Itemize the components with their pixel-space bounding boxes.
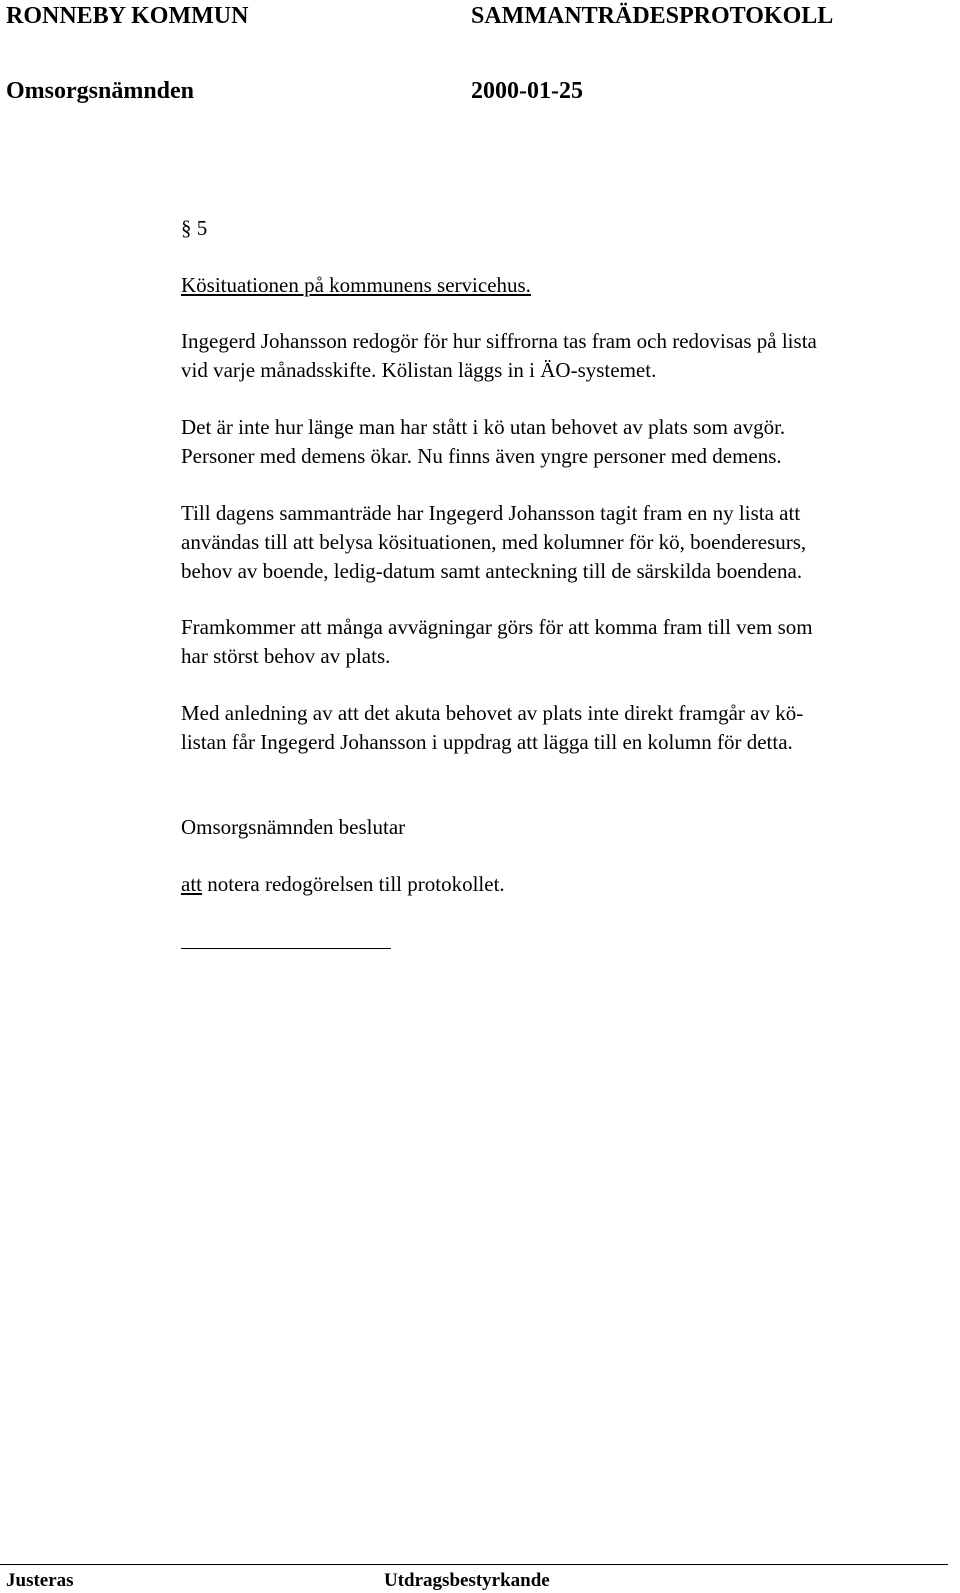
text-line: har störst behov av plats. [181, 644, 391, 668]
org-name: RONNEBY KOMMUN [6, 3, 249, 29]
text-line: vid varje månadsskifte. Kölistan läggs in i ÄO-systemet. [181, 358, 657, 382]
text-line: Personer med demens ökar. Nu finns även yngre personer med demens. [181, 444, 782, 468]
text-line: behov av boende, ledig-datum samt anteckning till de särskilda boendena. [181, 559, 803, 583]
att-keyword: att [181, 872, 202, 896]
meeting-date: 2000-01-25 [471, 78, 583, 104]
footer-rule [0, 1564, 948, 1565]
paragraph-3 [181, 499, 941, 586]
paragraph-2 [181, 413, 941, 471]
end-rule [181, 948, 391, 949]
decision-heading: Omsorgsnämnden beslutar [181, 815, 406, 839]
text-line: användas till att belysa kösituationen, med kolumner för kö, boenderesurs, [181, 530, 807, 554]
paragraph-4 [181, 613, 941, 671]
section-title: Kösituationen på kommunens servicehus. [181, 273, 531, 297]
decision-body: notera redogörelsen till protokollet. [202, 872, 505, 896]
decision-text [181, 870, 505, 899]
footer-utdragsbestyrkande: Utdragsbestyrkande [384, 1570, 550, 1591]
document-type: SAMMANTRÄDESPROTOKOLL [471, 3, 834, 29]
text-line: Med anledning av att det akuta behovet av plats inte direkt framgår av kö- [181, 701, 804, 725]
paragraph-1 [181, 327, 941, 385]
text-line: Det är inte hur länge man har stått i kö utan behovet av plats som avgör. [181, 415, 786, 439]
footer-justeras: Justeras [6, 1570, 74, 1591]
text-line: Framkommer att många avvägningar görs för att komma fram till vem som [181, 615, 813, 639]
paragraph-5 [181, 699, 941, 757]
committee-name: Omsorgsnämnden [6, 78, 195, 104]
text-line: Till dagens sammanträde har Ingegerd Johansson tagit fram en ny lista att [181, 501, 801, 525]
text-line: Ingegerd Johansson redogör för hur siffrorna tas fram och redovisas på lista [181, 329, 817, 353]
section-number: § 5 [181, 216, 208, 240]
text-line: listan får Ingegerd Johansson i uppdrag att lägga till en kolumn för detta. [181, 730, 793, 754]
